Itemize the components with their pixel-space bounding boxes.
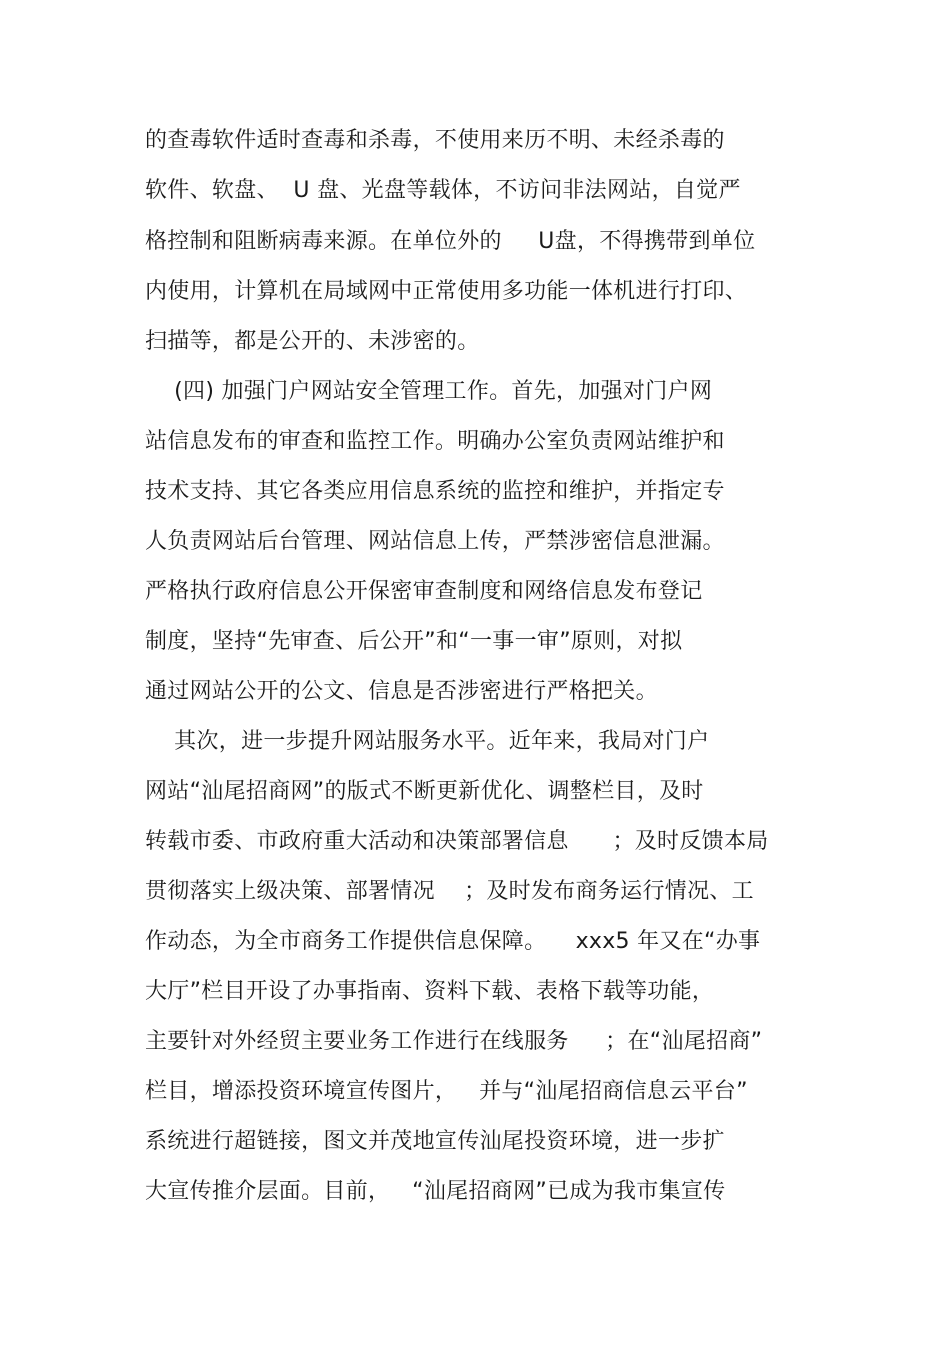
text-line: 其次，进一步提升网站服务水平。近年来，我局对门户 [145,729,710,754]
text-line: 转载市委、市政府重大活动和决策部署信息 ；及时反馈本局 [145,829,769,854]
text-line: 系统进行超链接，图文并茂地宣传汕尾投资环境，进一步扩 [145,1129,725,1154]
text-line: 内使用，计算机在局域网中正常使用多功能一体机进行打印、 [145,279,748,304]
text-line: 网站“汕尾招商网”的版式不断更新优化、调整栏目，及时 [145,779,704,804]
text-line: 栏目，增添投资环境宣传图片， 并与“汕尾招商信息云平台” [145,1079,748,1104]
text-line: 主要针对外经贸主要业务工作进行在线服务 ；在“汕尾招商” [145,1029,763,1054]
text-line: 大宣传推介层面。目前， “汕尾招商网”已成为我市集宣传 [145,1179,726,1204]
text-line: 作动态，为全市商务工作提供信息保障。 xxx5 年又在“办事 [145,929,761,954]
text-line: 站信息发布的审查和监控工作。明确办公室负责网站维护和 [145,429,725,454]
text-line: 贯彻落实上级决策、部署情况 ；及时发布商务运行情况、工 [145,879,754,904]
text-line: 制度，坚持“先审查、后公开”和“一事一审”原则，对拟 [145,629,683,654]
text-line: 技术支持、其它各类应用信息系统的监控和维护，并指定专 [145,479,725,504]
text-line: 严格执行政府信息公开保密审查制度和网络信息发布登记 [145,579,703,604]
text-line: 大厅”栏目开设了办事指南、资料下载、表格下载等功能， [145,979,715,1004]
text-line: (四) 加强门户网站安全管理工作。首先，加强对门户网 [145,379,713,404]
text-line: 扫描等，都是公开的、未涉密的。 [145,329,480,354]
text-line: 格控制和阻断病毒来源。在单位外的 U盘，不得携带到单位 [145,229,756,254]
text-line: 通过网站公开的公文、信息是否涉密进行严格把关。 [145,679,658,704]
text-line: 人负责网站后台管理、网站信息上传，严禁涉密信息泄漏。 [145,529,725,554]
text-line: 的查毒软件适时查毒和杀毒，不使用来历不明、未经杀毒的 [145,128,725,153]
text-line: 软件、软盘、 U 盘、光盘等载体，不访问非法网站，自觉严 [145,178,741,203]
